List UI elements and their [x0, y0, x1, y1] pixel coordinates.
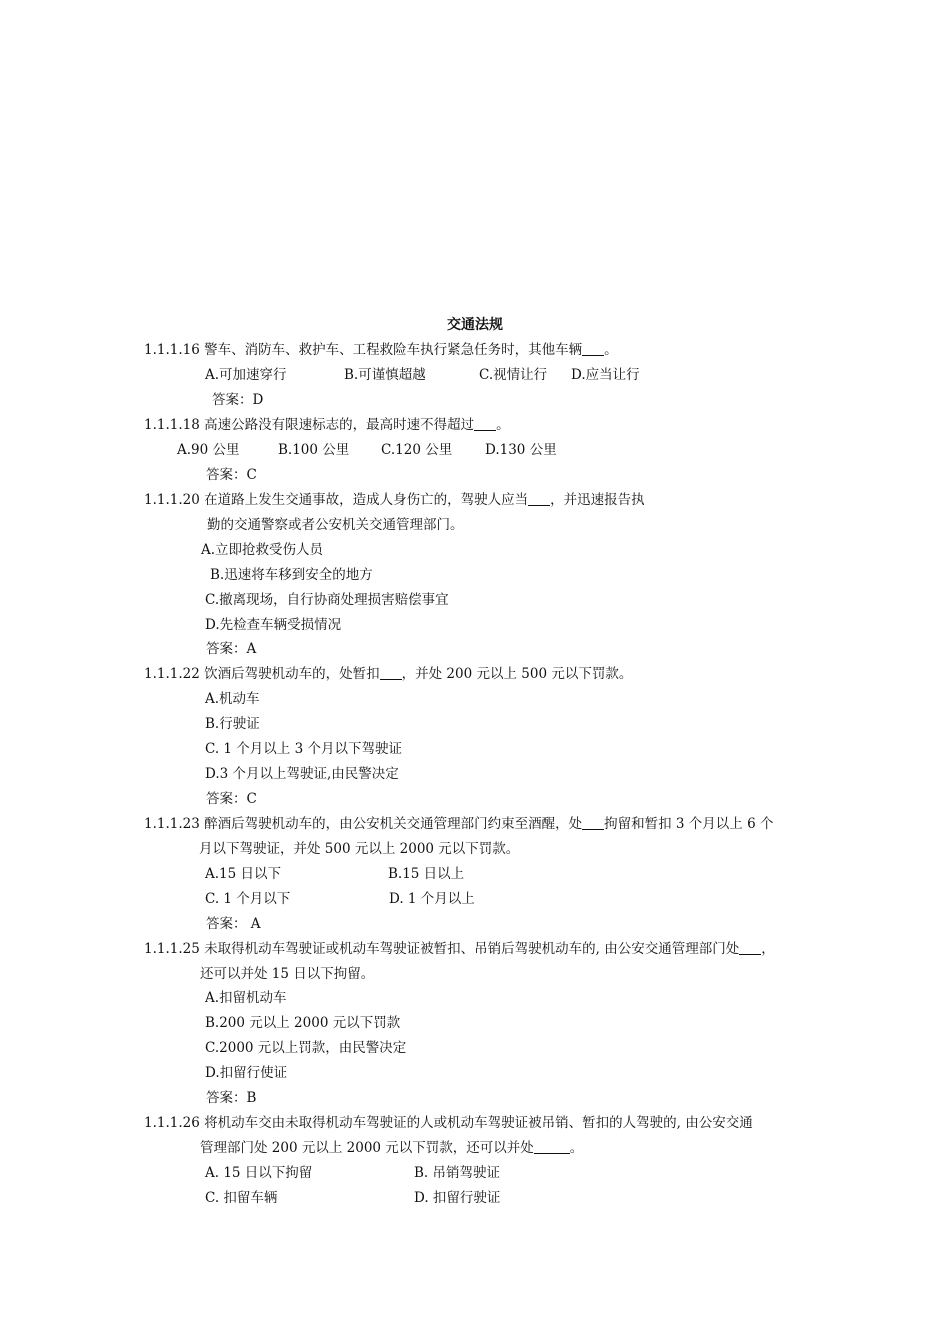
question-number: 1.1.1.18 — [144, 417, 200, 433]
answer-label: 答案：A — [206, 641, 257, 657]
option-b: B.15 日以上 — [388, 866, 465, 882]
option-c: C. 1 个月以下 — [205, 891, 291, 907]
question-number: 1.1.1.22 — [144, 666, 200, 682]
option-a: A.立即抢救受伤人员 — [201, 542, 324, 558]
option-d: D.130 公里 — [485, 442, 557, 458]
option-a: A.90 公里 — [177, 442, 240, 458]
option-b: B. 吊销驾驶证 — [414, 1165, 501, 1181]
question-number: 1.1.1.23 — [144, 816, 200, 832]
option-a: A.可加速穿行 — [205, 367, 287, 383]
question-stem: 1.1.1.26 将机动车交由未取得机动车驾驶证的人或机动车驾驶证被吊销、暂扣的人驾驶的, 由公安交通 — [144, 1115, 753, 1131]
option-c: C.视情让行 — [479, 367, 548, 383]
option-b: B.行驶证 — [205, 716, 260, 732]
question-stem-continued: 还可以并处 15 日以下拘留。 — [200, 966, 375, 982]
option-d: D.先检查车辆受损情况 — [205, 617, 342, 633]
question-stem: 1.1.1.16 警车、消防车、救护车、工程救险车执行紧急任务时，其他车辆 。 — [144, 342, 618, 358]
question-stem: 1.1.1.23 醉酒后驾驶机动车的，由公安机关交通管理部门约束至酒醒，处 拘留和暂扣 3 个月以上 6 个 — [144, 816, 774, 832]
option-d: D. 1 个月以上 — [389, 891, 475, 907]
option-a: A.机动车 — [205, 691, 260, 707]
question-stem-continued: 月以下驾驶证，并处 500 元以上 2000 元以下罚款。 — [199, 841, 520, 857]
answer-blank — [534, 1139, 570, 1154]
question-stem: 1.1.1.25 未取得机动车驾驶证或机动车驾驶证被暂扣、吊销后驾驶机动车的, 由公安交通管理部门处 ， — [144, 941, 775, 957]
answer-label: 答案：C — [206, 467, 257, 483]
option-d: D.扣留行使证 — [205, 1065, 288, 1081]
question-stem: 1.1.1.18 高速公路没有限速标志的，最高时速不得超过 。 — [144, 417, 510, 433]
question-stem: 1.1.1.20 在道路上发生交通事故，造成人身伤亡的，驾驶人应当 ，并迅速报告执 — [144, 492, 645, 508]
question-stem-continued: 勤的交通警察或者公安机关交通管理部门。 — [207, 517, 464, 533]
answer-label: 答案： A — [206, 916, 261, 932]
question-stem-continued: 管理部门处 200 元以上 2000 元以下罚款，还可以并处 。 — [200, 1140, 584, 1156]
option-c: C. 扣留车辆 — [205, 1190, 278, 1206]
option-d: D.3 个月以上驾驶证,由民警决定 — [205, 766, 399, 782]
option-c: C.撤离现场，自行协商处理损害赔偿事宜 — [205, 592, 449, 608]
question-number: 1.1.1.16 — [144, 342, 200, 358]
answer-label: 答案：C — [206, 791, 257, 807]
option-c: C. 1 个月以上 3 个月以下驾驶证 — [205, 741, 402, 757]
answer-blank — [474, 416, 496, 431]
answer-blank — [582, 341, 604, 356]
question-number: 1.1.1.20 — [144, 492, 200, 508]
option-a: A.15 日以下 — [205, 866, 282, 882]
option-b: B.200 元以上 2000 元以下罚款 — [205, 1015, 401, 1031]
option-d: D. 扣留行驶证 — [414, 1190, 501, 1206]
question-stem: 1.1.1.22 饮酒后驾驶机动车的，处暂扣 ，并处 200 元以上 500 元以下罚款。 — [144, 666, 633, 682]
question-number: 1.1.1.26 — [144, 1115, 200, 1131]
option-b: B.可谨慎超越 — [344, 367, 426, 383]
option-a: A. 15 日以下拘留 — [205, 1165, 313, 1181]
option-b: B.100 公里 — [278, 442, 350, 458]
answer-blank — [528, 491, 550, 506]
option-c: C.120 公里 — [381, 442, 453, 458]
option-a: A.扣留机动车 — [205, 990, 287, 1006]
answer-blank — [380, 665, 402, 680]
document-title: 交通法规 — [447, 317, 503, 333]
option-d: D.应当让行 — [571, 367, 640, 383]
question-number: 1.1.1.25 — [144, 941, 200, 957]
answer-label: 答案：D — [212, 392, 264, 408]
answer-label: 答案：B — [206, 1090, 257, 1106]
answer-blank — [739, 940, 761, 955]
option-b: B.迅速将车移到安全的地方 — [210, 567, 373, 583]
option-c: C.2000 元以上罚款，由民警决定 — [205, 1040, 407, 1056]
answer-blank — [582, 815, 604, 830]
